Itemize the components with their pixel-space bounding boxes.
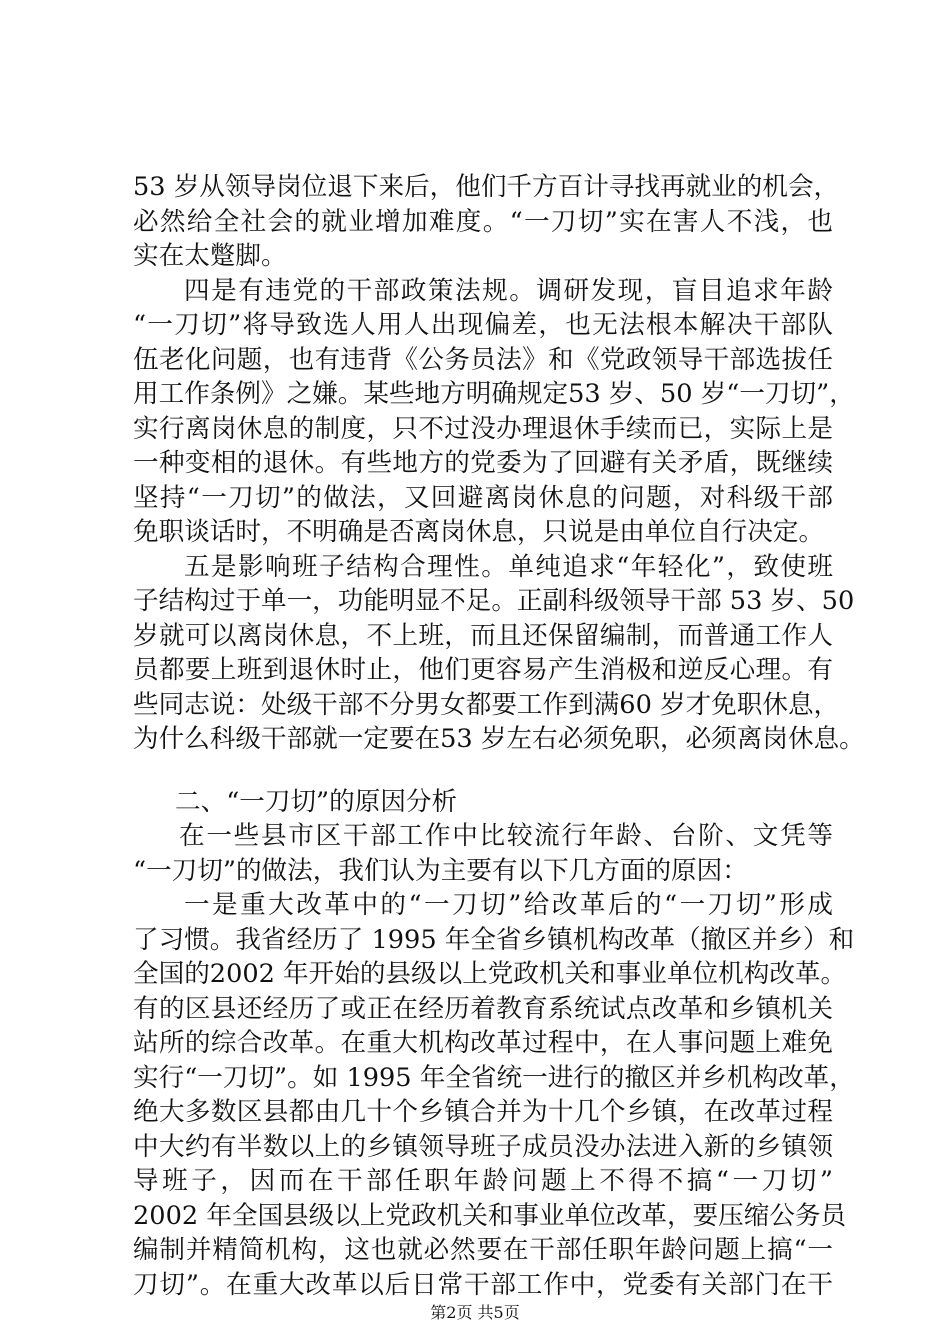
text-line: 实在太蹩脚。: [133, 241, 287, 271]
text-line: 些同志说：处级干部不分男女都要工作到满60 岁才免职休息，: [133, 689, 840, 720]
paragraph-start-line: 五是影响班子结构合理性。单纯追求“年轻化”，致使班: [184, 551, 833, 582]
text-line: 实行“一刀切”。如 1995 年全省统一进行的撤区并乡机构改革，: [133, 1062, 855, 1093]
text-line: 实行离岗休息的制度，只不过没办理退休手续而已，实际上是: [133, 413, 833, 444]
text-line: 员都要上班到退休时止，他们更容易产生消极和逆反心理。有: [133, 655, 833, 685]
text-line: 站所的综合改革。在重大机构改革过程中，在人事问题上难免: [133, 1028, 833, 1058]
text-line: 子结构过于单一，功能明显不足。正副科级领导干部 53 岁、50: [133, 586, 855, 616]
text-line: 绝大多数区县都由几十个乡镇合并为十几个乡镇，在改革过程: [133, 1097, 833, 1127]
section-heading: 二、“一刀切”的原因分析: [175, 786, 458, 817]
text-line: 必然给全社会的就业增加难度。“一刀切”实在害人不浅，也: [133, 206, 833, 237]
text-line: 中大约有半数以上的乡镇领导班子成员没办法进入新的乡镇领: [133, 1131, 833, 1162]
text-line: 刀切”。在重大改革以后日常干部工作中，党委有关部门在干: [133, 1269, 833, 1300]
text-line: 全国的2002 年开始的县级以上党政机关和事业单位机构改革。: [133, 959, 847, 989]
text-line: 为什么科级干部就一定要在53 岁左右必须免职，必须离岗休息。: [133, 724, 865, 754]
paragraph-start-line: 一是重大改革中的“一刀切”给改革后的“一刀切”形成: [184, 890, 833, 920]
section-gap: [133, 757, 833, 785]
text-line: 编制并精简机构，这也就必然要在干部任职年龄问题上搞“一: [133, 1235, 833, 1265]
text-line: 用工作条例》之嫌。某些地方明确规定53 岁、50 岁“一刀切”，: [133, 379, 855, 409]
text-line: “一刀切”的做法，我们认为主要有以下几方面的原因：: [133, 855, 748, 886]
text-line: “一刀切”将导致选人用人出现偏差，也无法根本解决干部队: [133, 310, 833, 340]
text-line: 有的区县还经历了或正在经历着教育系统试点改革和乡镇机关: [133, 993, 833, 1024]
text-line: 岁就可以离岗休息，不上班，而且还保留编制，而普通工作人: [133, 620, 833, 651]
text-line: 一种变相的退休。有些地方的党委为了回避有关矛盾，既继续: [133, 448, 833, 478]
text-line: 免职谈话时，不明确是否离岗休息，只说是由单位自行决定。: [133, 517, 825, 547]
page-number-footer: 第2页 共5页: [430, 1303, 520, 1322]
body-text: [133, 170, 865, 1302]
paragraph-start-line: 四是有违党的干部政策法规。调研发现，盲目追求年龄: [184, 275, 833, 306]
text-line: 了习惯。我省经历了 1995 年全省乡镇机构改革（撤区并乡）和: [133, 924, 855, 955]
text-line: 2002 年全国县级以上党政机关和事业单位改革，要压缩公务员: [133, 1200, 847, 1231]
text-line: 坚持“一刀切”的做法，又回避离岗休息的问题，对科级干部: [133, 482, 833, 513]
text-line: 伍老化问题，也有违背《公务员法》和《党政领导干部选拔任: [133, 344, 833, 375]
text-line: 导班子，因而在干部任职年龄问题上不得不搞“一刀切”: [133, 1166, 833, 1196]
text-line: 53 岁从领导岗位退下来后，他们千方百计寻找再就业的机会，: [133, 172, 840, 202]
paragraph-start-line: 在一些县市区干部工作中比较流行年龄、台阶、文凭等: [179, 821, 833, 851]
